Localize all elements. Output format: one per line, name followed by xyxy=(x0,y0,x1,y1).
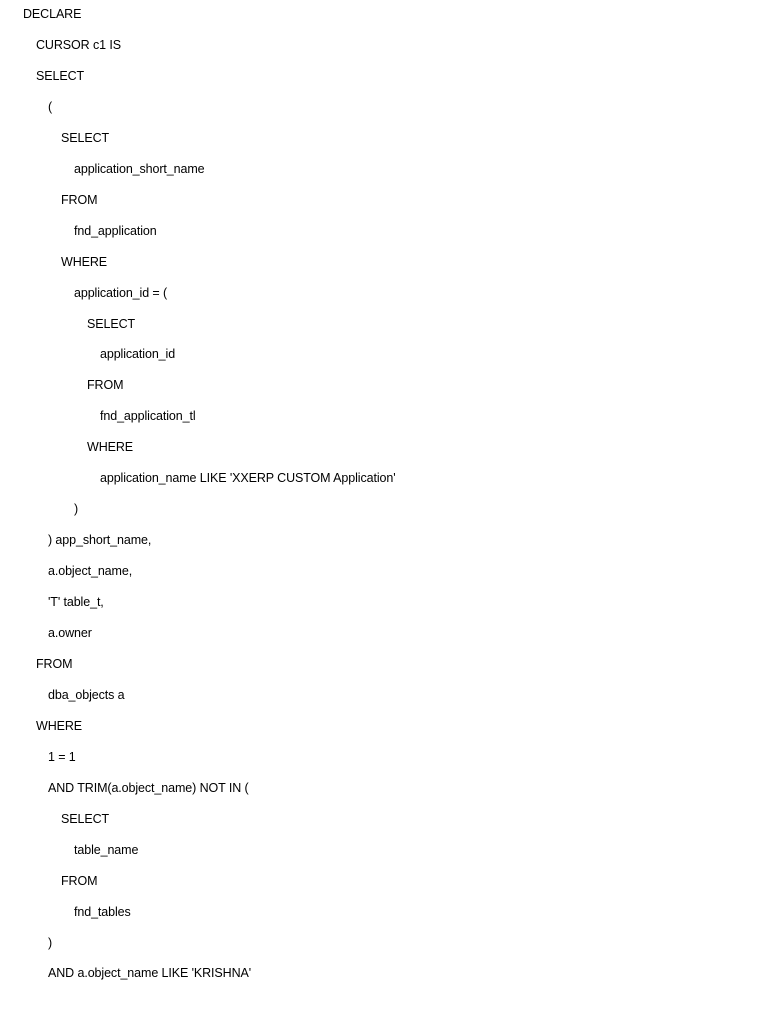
code-line: FROM xyxy=(36,657,73,671)
code-line: SELECT xyxy=(61,812,110,826)
code-line: SELECT xyxy=(61,131,110,145)
code-line: DECLARE xyxy=(23,7,82,21)
code-line: fnd_application xyxy=(74,224,157,238)
code-line: CURSOR c1 IS xyxy=(36,38,121,52)
code-line: ( xyxy=(48,100,53,114)
code-line: FROM xyxy=(61,193,98,207)
code-line: SELECT xyxy=(36,69,85,83)
code-line: FROM xyxy=(61,874,98,888)
code-line: fnd_tables xyxy=(74,905,131,919)
code-line: AND TRIM(a.object_name) NOT IN ( xyxy=(48,781,249,795)
code-line: ) xyxy=(48,936,53,950)
code-line: 1 = 1 xyxy=(48,750,76,764)
code-line: WHERE xyxy=(61,255,108,269)
code-line: fnd_application_tl xyxy=(100,409,196,423)
code-line: application_name LIKE 'XXERP CUSTOM Application' xyxy=(100,471,396,485)
code-line: table_name xyxy=(74,843,139,857)
code-line: a.owner xyxy=(48,626,92,640)
code-line: ) app_short_name, xyxy=(48,533,152,547)
code-line: WHERE xyxy=(36,719,83,733)
code-line: WHERE xyxy=(87,440,134,454)
code-line: SELECT xyxy=(87,317,136,331)
code-line: 'T' table_t, xyxy=(48,595,104,609)
code-line: dba_objects a xyxy=(48,688,125,702)
code-line: AND a.object_name LIKE 'KRISHNA' xyxy=(48,966,252,980)
code-line: application_short_name xyxy=(74,162,205,176)
code-line: a.object_name, xyxy=(48,564,133,578)
code-line: ) xyxy=(74,502,79,516)
code-line: application_id = ( xyxy=(74,286,168,300)
code-line: application_id xyxy=(100,347,176,361)
code-line: FROM xyxy=(87,378,124,392)
